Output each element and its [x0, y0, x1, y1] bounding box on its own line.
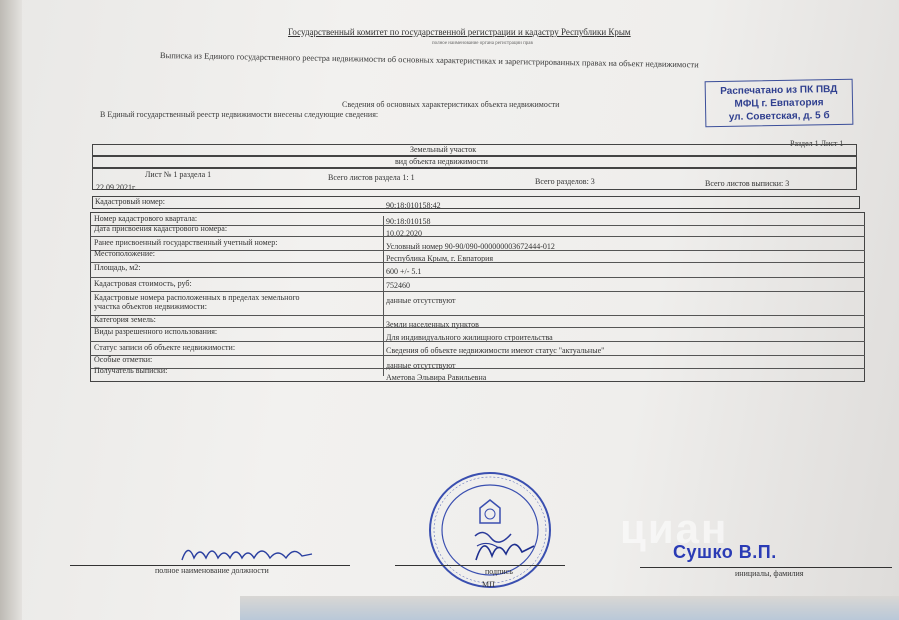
field-value: Сведения об объекте недвижимости имеют статус "актуальные" [386, 346, 605, 355]
stamp-line-1: Распечатано из ПК ПВД [720, 83, 838, 98]
field-label: Ранее присвоенный государственный учетный номер: [94, 238, 278, 247]
field-value: Для индивидуального жилищного строительства [386, 333, 553, 342]
row-divider [90, 368, 865, 369]
field-label-line1: Кадастровые номера расположенных в пределах земельного [94, 293, 300, 302]
row-divider [90, 250, 865, 251]
object-type-label: вид объекта недвижимости [395, 157, 488, 166]
extract-date: 22.09.2021г. [96, 183, 137, 192]
field-label: Площадь, м2: [94, 263, 141, 272]
field-value: Республика Крым, г. Евпатория [386, 254, 494, 263]
committee-subtitle: полное наименование органа регистрации прав [432, 41, 533, 46]
field-label: Местоположение: [94, 249, 155, 258]
row-divider [90, 341, 865, 342]
field-value: данные отсутствуют [386, 361, 456, 370]
object-type: Земельный участок [410, 145, 477, 154]
field-label: Виды разрешенного использования: [94, 327, 218, 336]
field-label: Кадастровый номер: [95, 197, 165, 206]
field-value: Земли населенных пунктов [386, 320, 479, 329]
stamp-line-3: ул. Советская, д. 5 б [728, 110, 830, 123]
row-divider [90, 315, 865, 316]
info-title: Сведения об основных характеристиках объекта недвижимости [342, 100, 560, 109]
mp-label: МП [482, 580, 495, 589]
print-stamp [705, 79, 854, 128]
initials-line [640, 567, 892, 568]
extract-title: Выписка из Единого государственного реестра недвижимости об основных характеристиках и зарегистрированных правах на объект недвижимости [159, 50, 699, 70]
initials-label: инициалы, фамилия [735, 569, 804, 578]
total-sheets-section: Всего листов раздела 1: 1 [328, 173, 415, 182]
field-label: Категория земель: [94, 315, 156, 324]
page-edge-shadow [0, 0, 22, 620]
field-label: Кадастровая стоимость, руб: [94, 279, 192, 288]
row-divider [90, 355, 865, 356]
watermark: циан [620, 505, 729, 552]
field-label: Получатель выписки: [94, 366, 168, 375]
total-sections: Всего разделов: 3 [535, 177, 595, 186]
field-value: 752460 [386, 281, 410, 290]
background-strip [240, 596, 899, 620]
position-label: полное наименование должности [155, 566, 269, 575]
field-value: 600 +/- 5.1 [386, 267, 422, 276]
row-divider [90, 277, 865, 278]
committee-title: Государственный комитет по государственной регистрации и кадастру Республики Крым [288, 27, 631, 37]
signer-name: Сушко В.П. [673, 542, 777, 562]
total-sheets-extract: Всего листов выписки: 3 [705, 179, 790, 188]
signature-label: подпись [485, 567, 513, 576]
row-divider [90, 236, 865, 237]
column-divider [383, 216, 384, 376]
signature-icon [470, 530, 540, 566]
field-label: Статус записи об объекте недвижимости: [94, 343, 236, 352]
field-label: Дата присвоения кадастрового номера: [94, 224, 228, 233]
field-value: 90:18:010158 [386, 217, 431, 226]
page-reference: Раздел 1 Лист 1 [790, 139, 844, 148]
info-subtitle: В Единый государственный реестр недвижимости внесены следующие сведения: [100, 110, 379, 119]
field-label: Особые отметки: [94, 355, 153, 364]
sheet-number: Лист № 1 раздела 1 [145, 170, 212, 179]
position-handwriting-icon [178, 540, 318, 568]
field-value: Условный номер 90-90/090-000000003672444-012 [386, 242, 555, 251]
field-row-box [92, 196, 860, 209]
field-value: 10.02.2020 [386, 229, 422, 238]
field-value: данные отсутствуют [386, 296, 456, 305]
field-label-line2: участка объектов недвижимости: [94, 302, 207, 311]
stamp-line-2: МФЦ г. Евпатория [734, 97, 824, 110]
row-divider [90, 291, 865, 292]
field-value: 90:18:010158:42 [386, 201, 441, 210]
field-value: Аметова Эльвира Равильевна [386, 373, 487, 382]
field-label: Номер кадастрового квартала: [94, 214, 198, 223]
row-divider [90, 262, 865, 263]
